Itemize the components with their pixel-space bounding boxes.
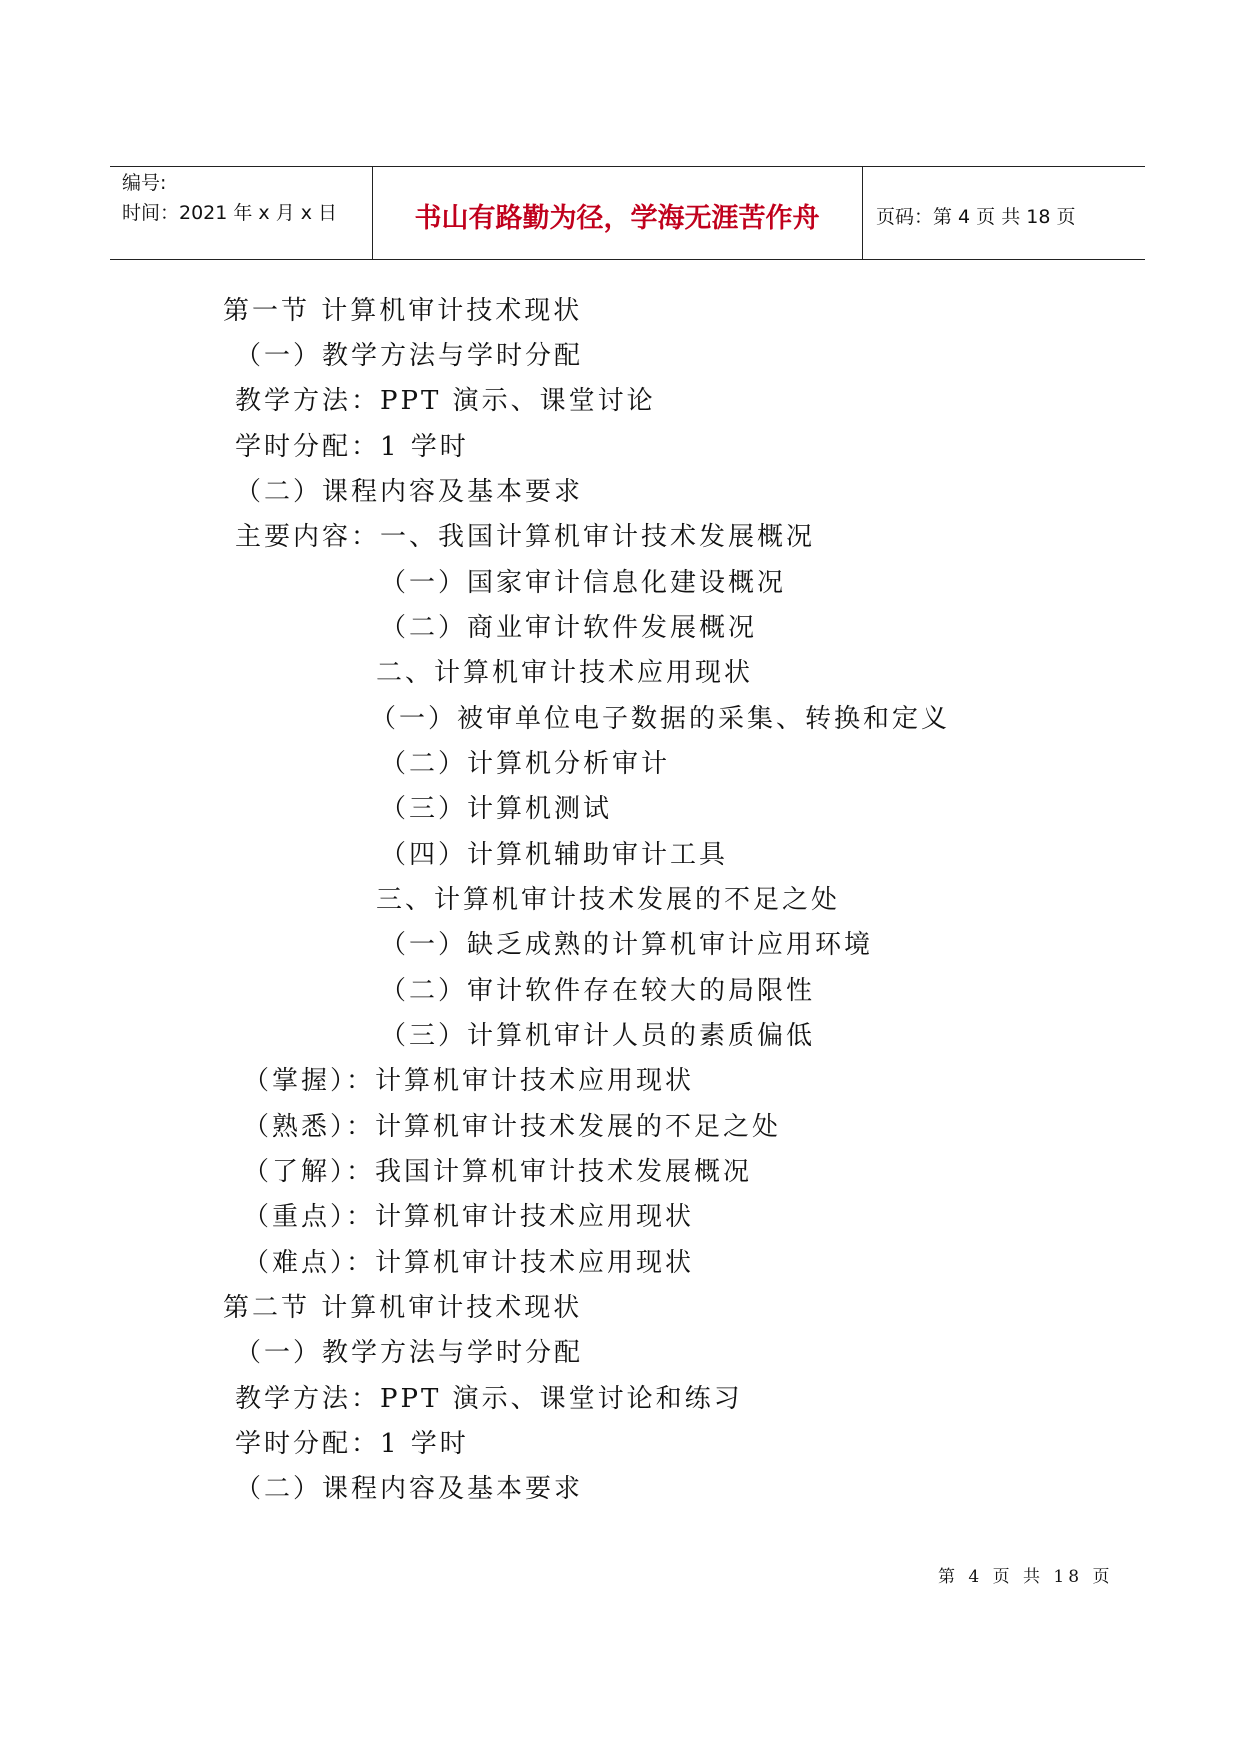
header-divider-right — [862, 166, 863, 259]
content-item: （一）被审单位电子数据的采集、转换和定义 — [370, 704, 951, 734]
requirement-line: （重点）：计算机审计技术应用现状 — [243, 1202, 695, 1232]
subsection-heading: （一）教学方法与学时分配 — [235, 341, 584, 371]
content-item: 三、计算机审计技术发展的不足之处 — [376, 885, 841, 915]
header-bottom-rule — [110, 259, 1145, 260]
main-content-line: 主要内容：一、我国计算机审计技术发展概况 — [235, 522, 816, 552]
requirement-line: （了解）：我国计算机审计技术发展概况 — [243, 1157, 753, 1187]
subsection-heading: （一）教学方法与学时分配 — [235, 1338, 584, 1368]
subsection-heading: （二）课程内容及基本要求 — [235, 477, 584, 507]
teaching-method: 教学方法：PPT 演示、课堂讨论和练习 — [235, 1384, 743, 1414]
header-page-label: 页码：第 4 页 共 18 页 — [876, 206, 1076, 228]
content-item: （一）国家审计信息化建设概况 — [380, 568, 787, 598]
class-hours: 学时分配：1 学时 — [235, 1429, 469, 1459]
content-item: （二）计算机分析审计 — [380, 749, 671, 779]
header-motto: 书山有路勤为径，学海无涯苦作舟 — [414, 203, 820, 234]
content-item: （四）计算机辅助审计工具 — [380, 840, 729, 870]
footer-page-info: 第 4 页 共 18 页 — [938, 1567, 1114, 1587]
requirement-line: （掌握）：计算机审计技术应用现状 — [243, 1066, 695, 1096]
content-item: （三）计算机审计人员的素质偏低 — [380, 1021, 816, 1051]
content-item: 二、计算机审计技术应用现状 — [376, 658, 754, 688]
subsection-heading: （二）课程内容及基本要求 — [235, 1474, 584, 1504]
section-heading: 第二节 计算机审计技术现状 — [223, 1293, 583, 1323]
content-item: （二）审计软件存在较大的局限性 — [380, 976, 816, 1006]
header-date-label: 时间：2021 年 x 月 x 日 — [122, 202, 338, 224]
class-hours: 学时分配：1 学时 — [235, 432, 469, 462]
content-item: （一）缺乏成熟的计算机审计应用环境 — [380, 930, 874, 960]
requirement-line: （熟悉）：计算机审计技术发展的不足之处 — [243, 1112, 782, 1142]
requirement-line: （难点）：计算机审计技术应用现状 — [243, 1248, 695, 1278]
teaching-method: 教学方法：PPT 演示、课堂讨论 — [235, 386, 656, 416]
content-item: （三）计算机测试 — [380, 794, 613, 824]
header-number-label: 编号: — [122, 172, 167, 194]
section-heading: 第一节 计算机审计技术现状 — [223, 296, 583, 326]
header-top-rule — [110, 166, 1145, 167]
content-item: （二）商业审计软件发展概况 — [380, 613, 758, 643]
